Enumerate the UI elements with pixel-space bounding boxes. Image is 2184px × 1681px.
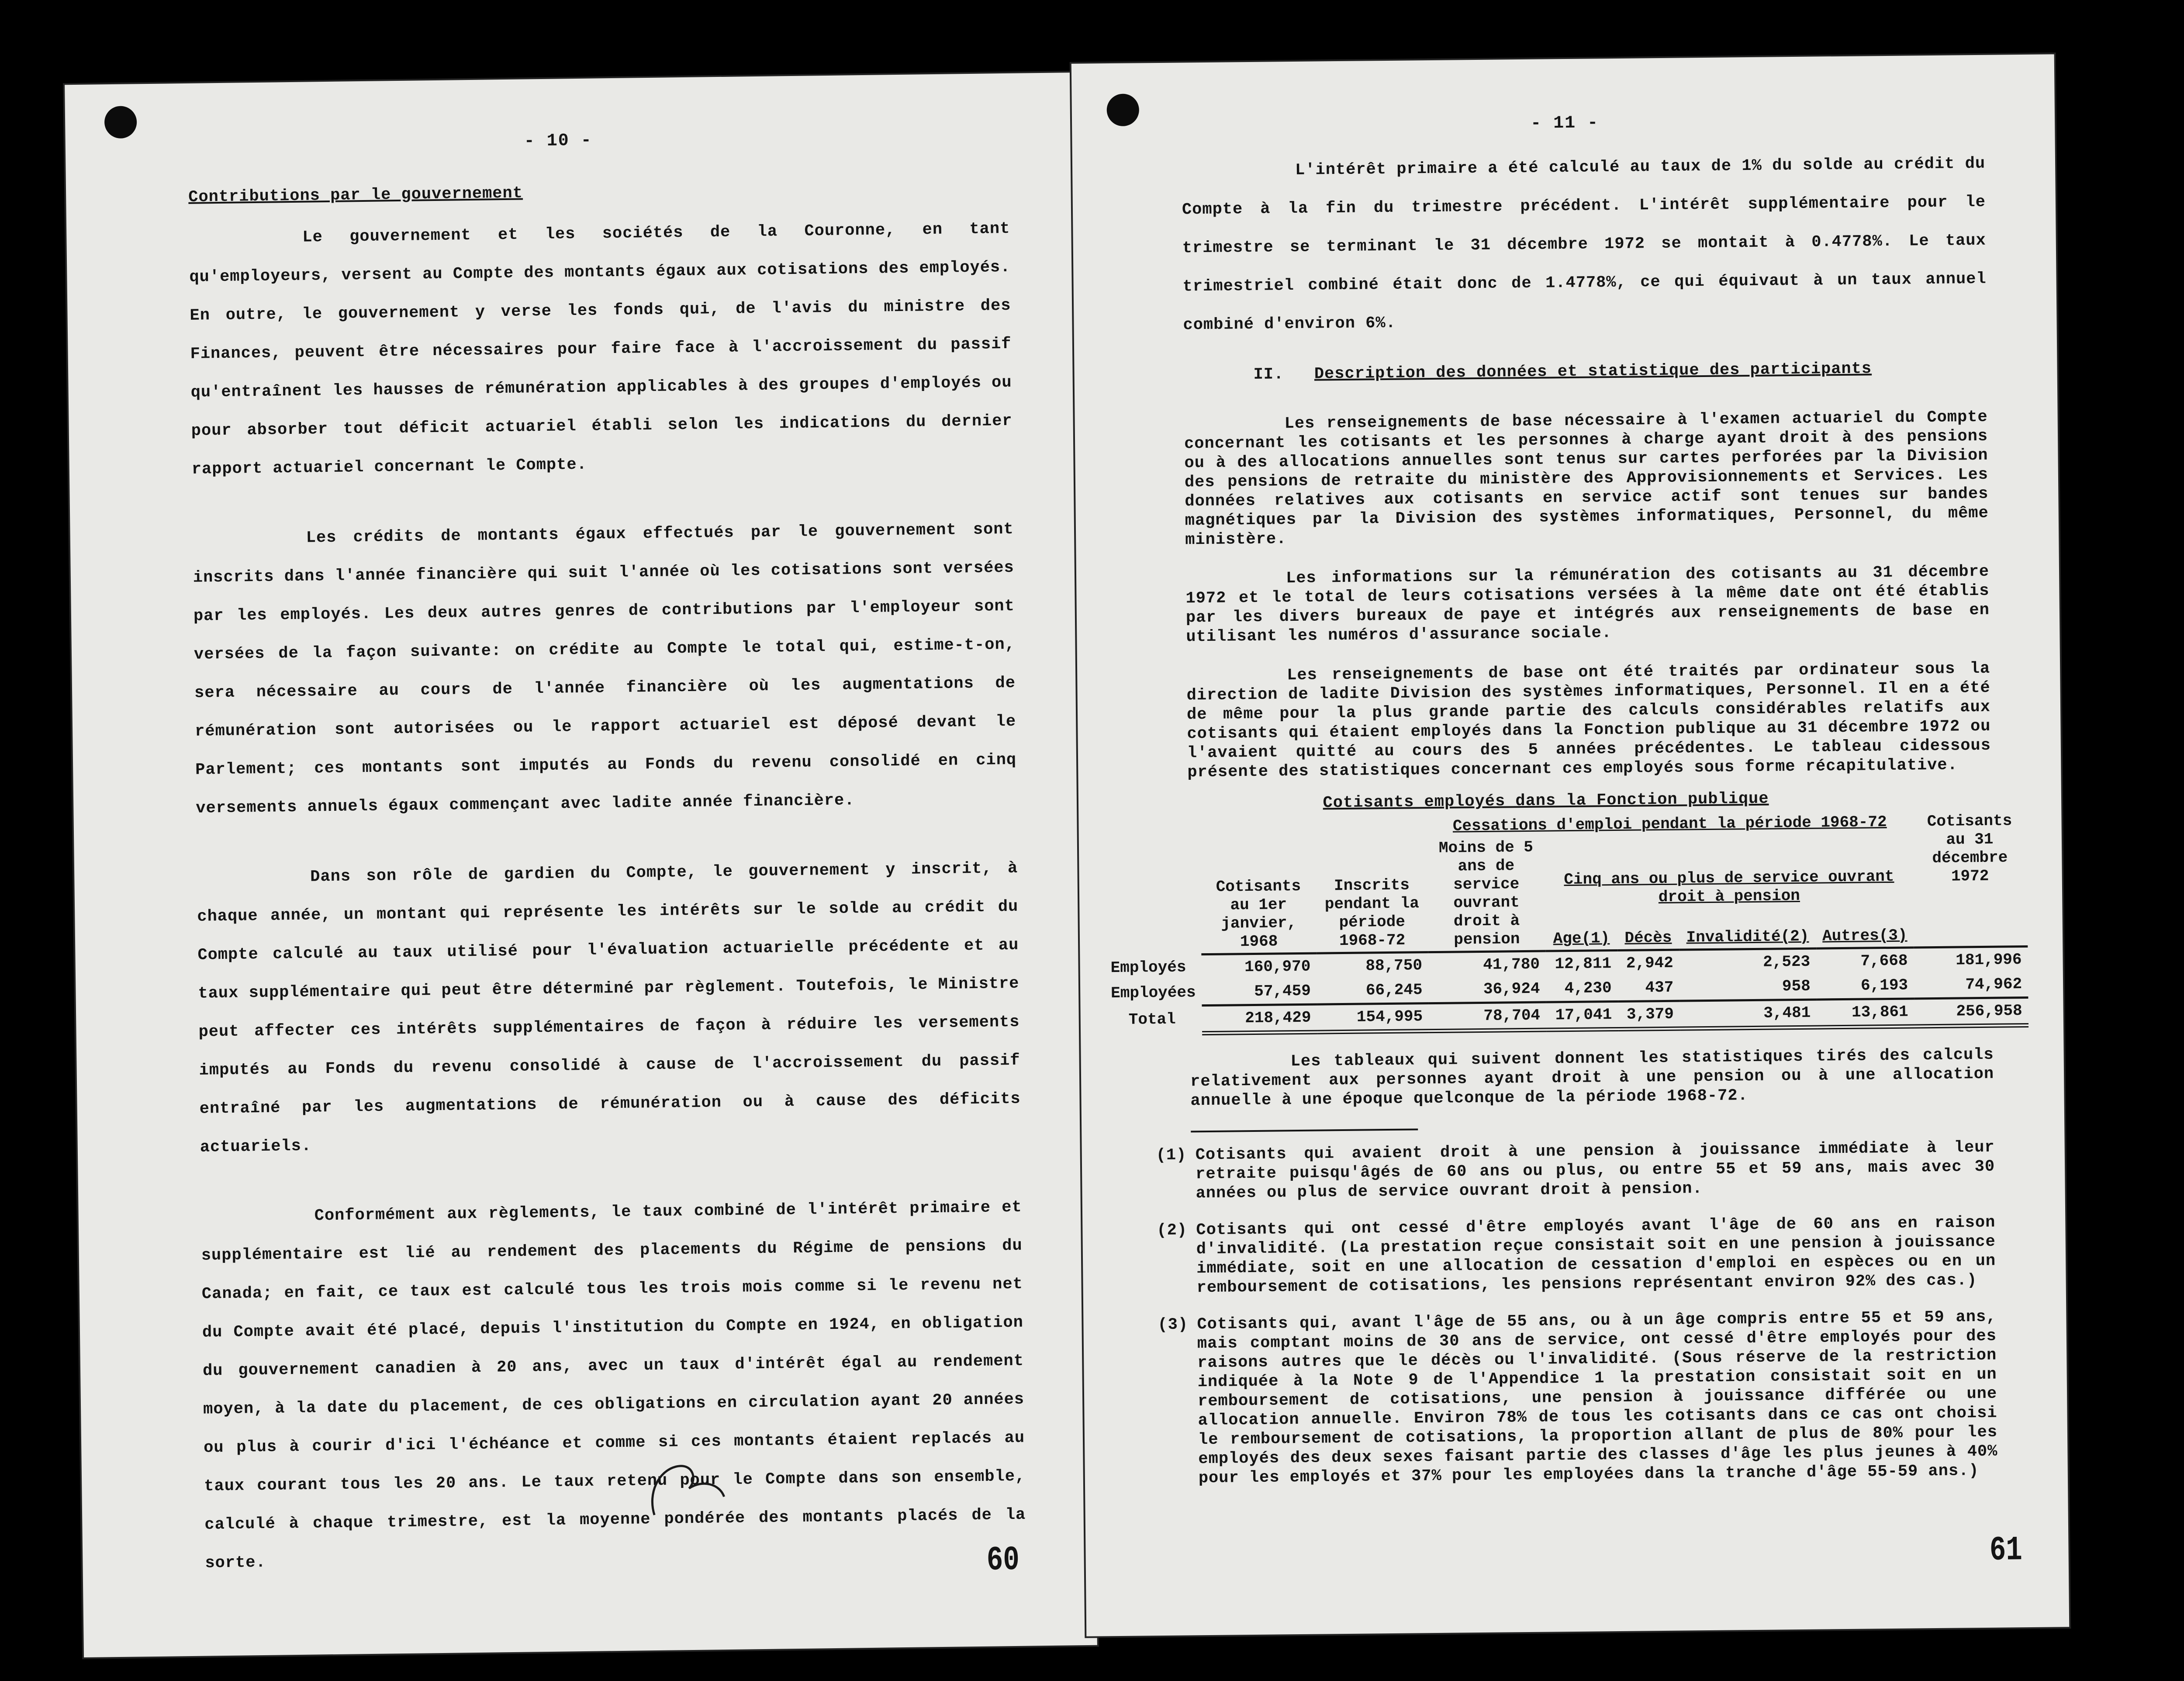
col-header-dec-1972: Cotisants au 31 décembre 1972 [1912, 810, 2028, 948]
footnote [1157, 1213, 1996, 1298]
table-cell: 256,958 [1914, 997, 2028, 1026]
table-cell: 2,523 [1762, 952, 1811, 971]
table-cell: 958 [1782, 977, 1811, 996]
footnote-text: Cotisants qui ont cessé d'être employés avant l'âge de 60 ans en raison d'invalidité. (La prestation reçue consistait soit en une pension à jouissance immédiate, soit en une allocation de cessation d'emploi en espèces ou en un remboursement de cotisations, les pensions représentant environ 92% des cas.) [1196, 1213, 1996, 1297]
left-page-body [188, 178, 1027, 1614]
right-page [1071, 54, 2069, 1636]
table-cell: 3,481 [1680, 1000, 1817, 1029]
statistics-table [1109, 810, 2028, 1036]
table-cell: 36,924 [1483, 979, 1540, 998]
punch-hole [1106, 93, 1139, 126]
page-number: - 11 - [1530, 113, 1599, 134]
table-cell: 13,861 [1817, 999, 1914, 1027]
table-cell: 66,245 [1365, 981, 1423, 1000]
section-heading: Contributions par le gouvernement [188, 184, 523, 207]
table-cell: 41,780 [1483, 955, 1540, 974]
left-page [65, 73, 1097, 1657]
paragraph: Conformément aux règlements, le taux combiné de l'intérêt primaire et supplémentaire est lié au rendement des placements du Régime de pensions du Canada; en fait, ce taux est calculé tous les trois mois comme si le revenu net du Compte avait été placé, depuis l'institution du Compte en 1924, en obligation du gouvernement canadien à 20 ans, avec un taux d'intérêt égal au rendement moyen, à la date du placement, de ces obligations en circulation ayant 20 années ou plus à courir d'ici l'échéance et comme si ces montants étaient replacés au taux courant tous les 20 ans. Le taux retenu pour le Compte dans son ensemble, calculé à chaque trimestre, est la moyenne pondérée des montants placés de la sorte. [201, 1198, 1026, 1573]
row-label-header [1109, 818, 1201, 955]
table-cell: 78,704 [1429, 1002, 1547, 1031]
after-table-paragraph: Les tableaux qui suivent donnent les statistiques tirés des calculs relativement aux personnes ayant droit à une pension ou à une allocation annuelle à une époque quelconque de la période 1968-72. [1190, 1045, 1994, 1110]
table-cell: 181,996 [1956, 951, 2022, 969]
table-cell: 17,041 [1546, 1001, 1618, 1030]
table-cell: 88,750 [1365, 956, 1423, 975]
col-header-autres-label: Autres(3) [1822, 926, 1908, 945]
paragraph: Dans son rôle de gardien du Compte, le gouvernement y inscrit, à chaque année, un montant qui représente les intérêts sur le solde au crédit du Compte calculé au taux utilisé pour l'évaluation actuarielle précédente et au taux supplémentaire qui peut être déterminé par règlement. Toutefois, le Ministre peut affecter ces intérêts supplémentaires de façon à réduire les versements imputés au Fonds du revenu consolidé à cause de l'accroissement du passif entraîné par les augmentations de rémunération ou à cause des déficits actuariels. [197, 859, 1021, 1157]
row-label: Total [1128, 1010, 1176, 1029]
col-header-invalidite [1679, 907, 1816, 950]
col-header-age [1545, 909, 1617, 951]
paragraph: Les renseignements de base nécessaire à l'examen actuariel du Compte concernant les cotisants et les personnes à charge ayant droit à des pensions ou à des allocations annuelles sont tenus sur cartes perforées par la Division des pensions de retraite du ministère des Approvisionnements et Services. Les données relatives aux cotisants en service actif sont tenues sur bandes magnétiques par la Division des systèmes informatiques, Personnel, du même ministère. [1184, 408, 1989, 550]
section-heading [1253, 359, 1987, 384]
table-cell: 6,193 [1860, 976, 1908, 995]
footnote-text: Cotisants qui, avant l'âge de 55 ans, ou à un âge compris entre 55 et 59 ans, mais comptant moins de 30 ans de service, ont cessé d'être employés pour des raisons autres que le décès ou l'invalidité. (Sous réserve de la restriction indiquée à la Note 9 de l'Appendice 1 la prestation consistait soit en un remboursement de cotisations, une pension à jouissance différée ou une allocation annuelle. Environ 78% de tous les cotisants dans ce cas ont choisi le remboursement de cotisations, la proportion allant de plus de 80% pour les employés des deux sexes faisant partie des classes d'âge les plus jeunes à 40% pour les employés et 37% pour les employées dans la tranche d'âge 55-59 ans.) [1197, 1307, 1998, 1488]
table-cell: 74,962 [1965, 975, 2022, 994]
table-cell: 437 [1645, 978, 1674, 997]
table-cell: 4,230 [1564, 979, 1612, 998]
col-header-inscrits: Inscrits pendant la période 1968-72 [1315, 816, 1428, 953]
footnote-number: (2) [1157, 1221, 1188, 1240]
col-header-age-label: Age(1) [1553, 929, 1610, 948]
corner-page-number: 60 [986, 1541, 1020, 1580]
footnote-number: (3) [1158, 1315, 1189, 1335]
table-cell: 3,379 [1618, 1001, 1680, 1029]
punch-hole [104, 106, 137, 138]
right-page-body [1110, 145, 2022, 1506]
col-header-autres [1816, 906, 1914, 949]
table-cell: 218,429 [1202, 1004, 1317, 1033]
col-header-invalidite-label: Invalidité(2) [1686, 927, 1809, 947]
handwritten-mark [645, 1453, 733, 1524]
col-header-moins5: Moins de 5 ans de service ouvrant droit à pension [1427, 837, 1545, 952]
intro-paragraph: L'intérêt primaire a été calculé au taux de 1% du solde au crédit du Compte à la fin du trimestre précédent. L'intérêt supplémentaire pour le trimestre se terminant le 31 décembre 1972 se montait à 0.4778%. Le taux trimestriel combiné était donc de 1.4778%, ce qui équivaut à un taux annuel combiné d'environ 6%. [1182, 154, 1987, 335]
corner-page-number: 61 [1989, 1531, 2023, 1570]
col-header-deces [1617, 908, 1679, 951]
table-cell: 7,668 [1860, 951, 1908, 970]
row-label: Employées [1111, 983, 1196, 1003]
table-cell: 57,459 [1254, 982, 1311, 1000]
table-cell: 12,811 [1555, 955, 1612, 973]
footnote-text: Cotisants qui avaient droit à une pension à jouissance immédiate à leur retraite puisqu'âgés de 60 ans ou plus, ou entre 55 et 59 ans, mais avec 30 années ou plus de service ouvrant droit à pension. [1195, 1138, 1995, 1203]
group-header-cessations: Cessations d'emploi pendant la période 1968-72 [1452, 813, 1887, 835]
col-header-deces-label: Décès [1624, 928, 1672, 947]
paragraph: Les renseignements de base ont été traités par ordinateur sous la direction de ladite Division des systèmes informatiques, Personnel. Il en a été de même pour la plus grande partie des calculs considérables relatifs aux cotisants qui étaient employés dans la Fonction publique au 31 décembre 1972 ou l'avaient quitté au cours des 5 années précédentes. Le tableau cidessous présente des statistiques concernant ces employés sous forme récapitulative. [1186, 659, 1991, 782]
footnote [1158, 1307, 1998, 1488]
section-title: Description des données et statistique des participants [1314, 360, 1872, 384]
page-number: - 10 - [524, 131, 593, 152]
row-label: Employés [1110, 958, 1186, 977]
col-header-jan-1968: Cotisants au 1er janvier, 1968 [1200, 817, 1317, 955]
table-cell: 160,970 [1244, 957, 1311, 976]
table-title: Cotisants employés dans la Fonction publique [1323, 789, 1769, 813]
footnote-separator [1191, 1128, 1418, 1132]
footnote-number: (1) [1156, 1146, 1187, 1165]
table-cell: 154,995 [1317, 1003, 1429, 1032]
paragraph: Le gouvernement et les sociétés de la Couronne, en tant qu'employeurs, versent au Compte des montants égaux aux cotisations des employés. En outre, le gouvernement y verse les fonds qui, de l'avis du ministre des Finances, peuvent être nécessaires pour faire face à l'accroissement du passif qu'entraînent les hausses de rémunération applicables à des groupes d'employés ou pour absorber tout déficit actuariel établi selon les indications du dernier rapport actuariel concernant le Compte. [189, 219, 1013, 479]
group-header-cinq-ans: Cinq ans ou plus de service ouvrant droit à pension [1564, 868, 1894, 906]
section-number: II. [1253, 365, 1284, 384]
paragraph: Les informations sur la rémunération des cotisants au 31 décembre 1972 et le total de leurs cotisations versées à la même date ont été établis par les divers bureaux de paye et intégrés aux renseignements de base en utilisant les numéros d'assurance sociale. [1185, 562, 1990, 647]
table-cell: 2,942 [1626, 954, 1674, 972]
paragraph: Les crédits de montants égaux effectués par le gouvernement sont inscrits dans l'année financière qui suit l'année où les cotisations sont versées par les employés. Les deux autres genres de contributions par l'employeur sont versées de la façon suivante: on crédite au Compte le total qui, estime-t-on, sera nécessaire au cours de l'année financière où les augmentations de rémunération sont autorisées ou le rapport actuariel est déposé devant le Parlement; ces montants sont imputés au Fonds du revenu consolidé en cinq versements annuels égaux commençant avec ladite année financière. [193, 520, 1017, 818]
footnote [1156, 1138, 1995, 1204]
